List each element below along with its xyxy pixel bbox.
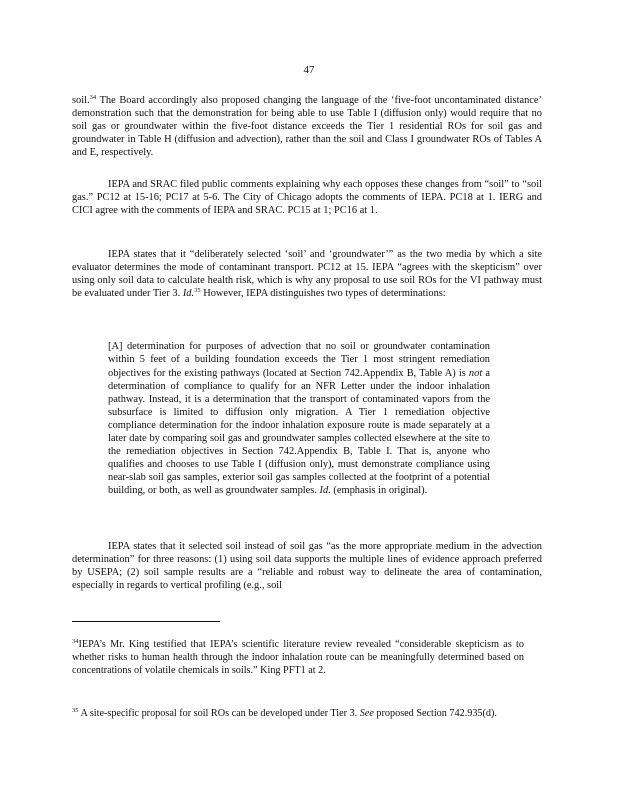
paragraph-text: soil. — [72, 95, 90, 106]
footnote-text: IEPA’s Mr. King testified that IEPA’s scientific literature review revealed “considerable skepticism as to whether risks to human health through the indoor inhalation route can be meaningfully determined based on concentrations of volatile chemicals in soils.” King PFT1 at 2. — [72, 639, 524, 677]
paragraph-3 — [72, 248, 542, 300]
paragraph-text: IEPA and SRAC filed public comments explaining why each opposes these changes from “soil” to “soil gas.” PC12 at 15-16; PC17 at 5-6. The City of Chicago adopts the comments of IEPA. PC18 at 1. IERG and CICI agree with the comments of IEPA and SRAC. PC15 at 1; PC16 at 1. — [72, 179, 542, 217]
quote-tail: (emphasis in original). — [333, 485, 428, 497]
footnote-separator — [72, 621, 220, 622]
footnote-text: proposed Section 742.935(d). — [376, 708, 497, 720]
footnote-35 — [72, 697, 524, 730]
paragraph-text: IEPA states that it “deliberately selected ‘soil’ and ‘groundwater’” as the two media by which a site evaluator determines the mode of contaminant transport. PC12 at 15. IEPA “agrees with the skepticism” over using only soil data to calculate health risk, which is why any proposal to use soil ROs for the VI pathway must be evaluated under Tier 3. — [72, 249, 542, 300]
page-number: 47 — [303, 64, 315, 76]
citation-id: Id. — [182, 288, 195, 300]
paragraph-4 — [72, 540, 542, 592]
footnote-ref-34[interactable]: 34 — [89, 94, 97, 101]
quote-text: a determination of compliance to qualify for an NFR Letter under the indoor inhalation pathway. Instead, it is a determination that the transport of contaminated vapors from the subsurface is limited to diffusion only migration. A Tier 1 remediation objective compliance determination for the indoor inhalation exposure route is made separately at a later date by comparing soil gas and groundwater samples collected elsewhere at the site to the remediation objectives in Section 742.Appendix B, Table I. That is, anyone who qualifies and chooses to use Table I (diffusion only), must demonstrate compliance using near-slab soil gas samples, exterior soil gas samples collected at the footprint of a potential building, or both, as well as groundwater samples. — [108, 367, 490, 497]
paragraph-text: The Board accordingly also proposed changing the language of the ‘five-foot uncontaminated distance’ demonstration such that the demonstration for being able to use Table I (diffusion only) would require that no soil gas or groundwater within the five-foot distance exceeds the Tier 1 residential ROs for soil gas and groundwater in Table H (diffusion and advection), rather than the soil and Class I groundwater ROs of Tables A and E, respectively. — [72, 95, 542, 159]
signal-see: See — [359, 708, 374, 720]
block-quote — [108, 330, 490, 508]
emphasis-not: not — [468, 367, 483, 379]
footnote-34 — [72, 628, 524, 687]
footnote-mark: 35 — [72, 707, 79, 715]
quote-text: [A] determination for purposes of advection that no soil or groundwater contamination within 5 feet of a building foundation exceeds the Tier 1 most stringent remediation objectives for the existing pathways (located at Section 742.Appendix B, Table A) is — [108, 341, 490, 379]
citation-id: Id. — [319, 485, 331, 497]
paragraph-text: However, IEPA distinguishes two types of determinations: — [203, 288, 446, 300]
paragraph-text: IEPA states that it selected soil instead of soil gas “as the more appropriate medium in the advection determination” for three reasons: (1) using soil data supports the multiple lines of evidence approach preferred by USEPA; (2) soil sample results are a “reliable and robust way to delineate the area of contamination, especially in regards to vertical profiling (e.g., soil — [72, 541, 542, 592]
footnote-text: A site-specific proposal for soil ROs can be developed under Tier 3. — [80, 708, 358, 720]
paragraph-2 — [72, 178, 542, 217]
paragraph-1 — [72, 94, 542, 159]
footnote-mark: 34 — [72, 638, 79, 646]
footnote-ref-35[interactable]: 35 — [194, 287, 201, 295]
